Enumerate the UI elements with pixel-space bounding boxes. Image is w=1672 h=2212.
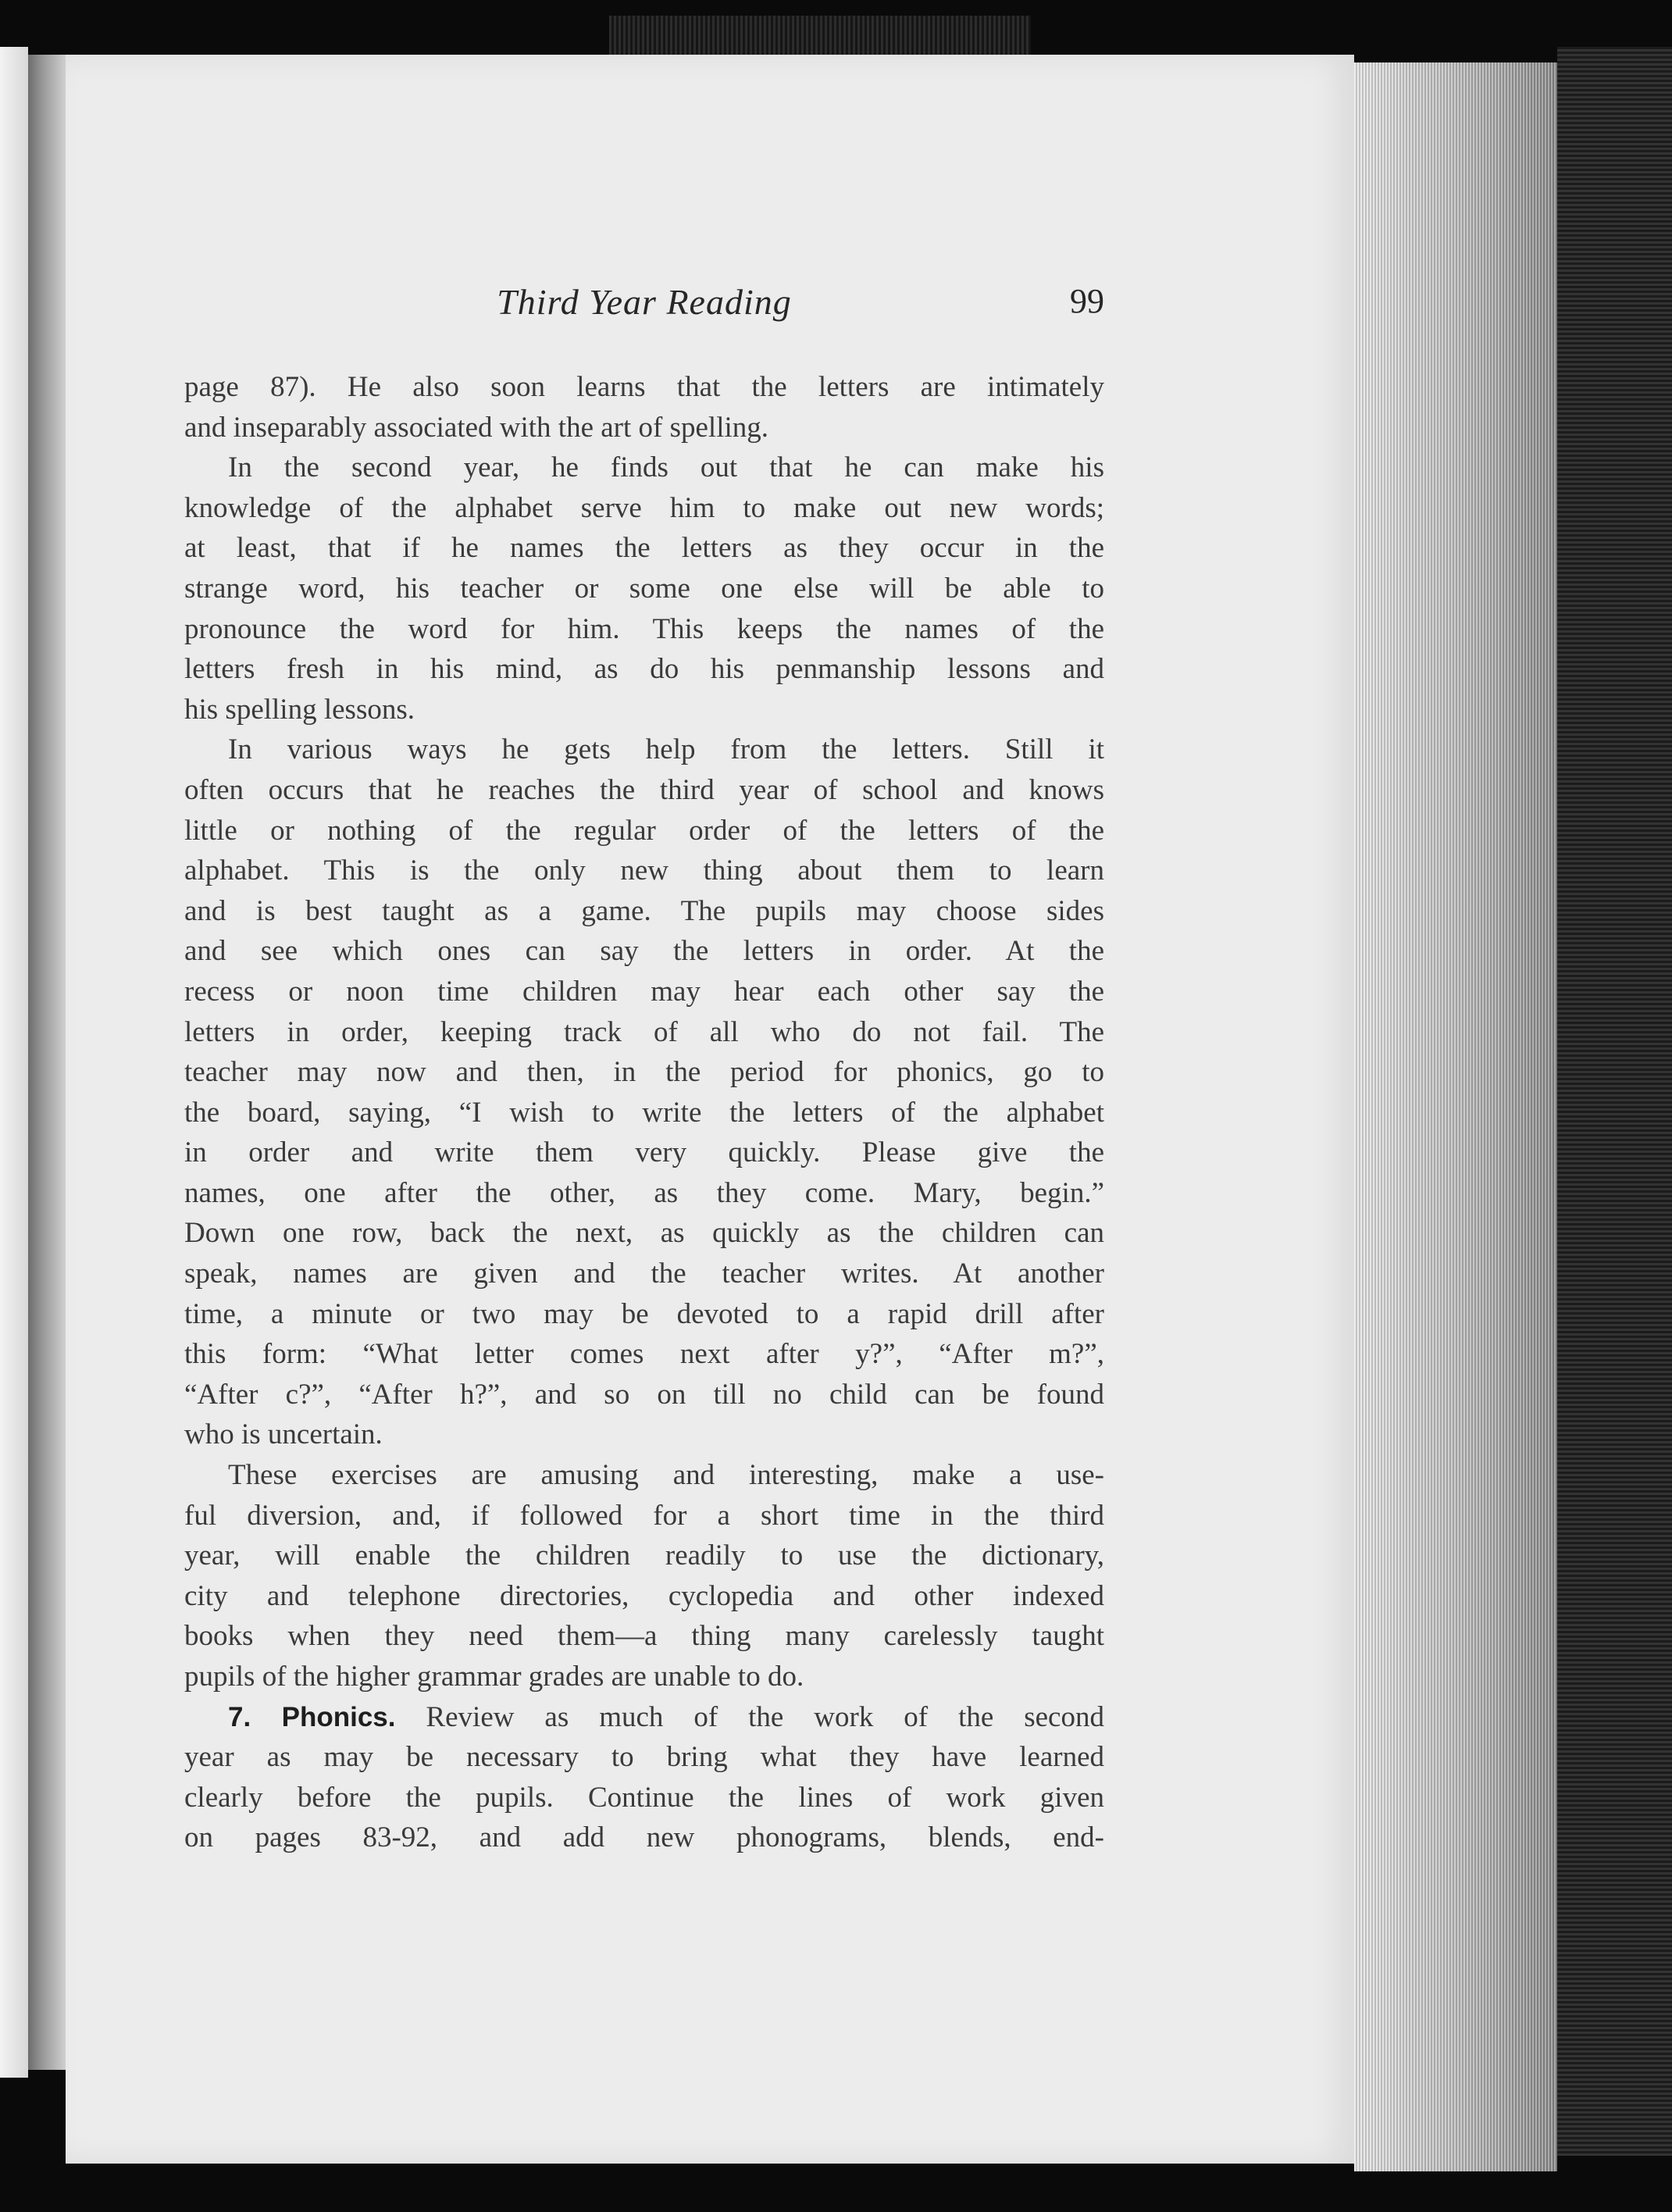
text-line: “After c?”, “After h?”, and so on till no child can be found <box>184 1378 1104 1411</box>
text-line: ful diversion, and, if followed for a short time in the third <box>184 1499 1104 1532</box>
text-line: his spelling lessons. <box>184 693 415 726</box>
page-number: 99 <box>1070 282 1104 320</box>
text-line: books when they need them—a thing many carelessly taught <box>184 1620 1104 1653</box>
section-heading: 7. Phonics. <box>228 1701 396 1732</box>
text-line: who is uncertain. <box>184 1418 383 1451</box>
text-line: letters fresh in his mind, as do his penmanship lessons and <box>184 653 1104 686</box>
book-cover <box>1557 47 1672 2156</box>
running-title: Third Year Reading <box>497 282 792 322</box>
text-line: In various ways he gets help from the letters. Still it <box>228 733 1104 766</box>
text-line: and is best taught as a game. The pupils may choose sides <box>184 894 1104 927</box>
text-line: little or nothing of the regular order of the letters of the <box>184 814 1104 847</box>
text-line: often occurs that he reaches the third year of school and knows <box>184 773 1104 806</box>
text-line: teacher may now and then, in the period for phonics, go to <box>184 1056 1104 1089</box>
text-line: and inseparably associated with the art of spelling. <box>184 411 769 444</box>
text-line: names, one after the other, as they come. Mary, begin.” <box>184 1176 1104 1209</box>
page-header <box>184 281 1104 328</box>
binding-gutter <box>28 55 66 2070</box>
text-line: year, will enable the children readily to use the dictionary, <box>184 1539 1104 1572</box>
body-text <box>184 367 1104 1858</box>
text-line: clearly before the pupils. Continue the lines of work given <box>184 1781 1104 1814</box>
text-line: pronounce the word for him. This keeps the names of the <box>184 612 1104 645</box>
text-line: In the second year, he finds out that he can make his <box>228 451 1104 484</box>
text-line: letters in order, keeping track of all who do not fail. The <box>184 1015 1104 1048</box>
text-line: Down one row, back the next, as quickly as the children can <box>184 1217 1104 1250</box>
text-line: speak, names are given and the teacher writes. At another <box>184 1258 1104 1290</box>
text-line: at least, that if he names the letters as they occur in the <box>184 532 1104 565</box>
text-line: alphabet. This is the only new thing about them to learn <box>184 854 1104 887</box>
text-line: 7. Phonics. Review as much of the work of the second <box>228 1700 1104 1733</box>
text-line: in order and write them very quickly. Please give the <box>184 1136 1104 1169</box>
text-line: the board, saying, “I wish to write the letters of the alphabet <box>184 1096 1104 1129</box>
text-line: this form: “What letter comes next after y?”, “After m?”, <box>184 1338 1104 1371</box>
text-line: knowledge of the alphabet serve him to make out new words; <box>184 491 1104 524</box>
text-line: on pages 83-92, and add new phonograms, blends, end- <box>184 1821 1104 1854</box>
text-line: recess or noon time children may hear each other say the <box>184 975 1104 1008</box>
text-line: pupils of the higher grammar grades are unable to do. <box>184 1661 804 1693</box>
text-line: and see which ones can say the letters in order. At the <box>184 935 1104 968</box>
text-line: year as may be necessary to bring what they have learned <box>184 1741 1104 1774</box>
facing-page-edge <box>0 47 28 2078</box>
text-line: city and telephone directories, cyclopedia and other indexed <box>184 1579 1104 1612</box>
text-line: strange word, his teacher or some one else will be able to <box>184 572 1104 605</box>
text-line: These exercises are amusing and interesting, make a use- <box>228 1459 1104 1492</box>
page-fore-edge <box>1354 62 1557 2171</box>
text-line: page 87). He also soon learns that the letters are intimately <box>184 371 1104 403</box>
scan-border-top <box>609 16 1031 59</box>
text-line: time, a minute or two may be devoted to a rapid drill after <box>184 1297 1104 1330</box>
